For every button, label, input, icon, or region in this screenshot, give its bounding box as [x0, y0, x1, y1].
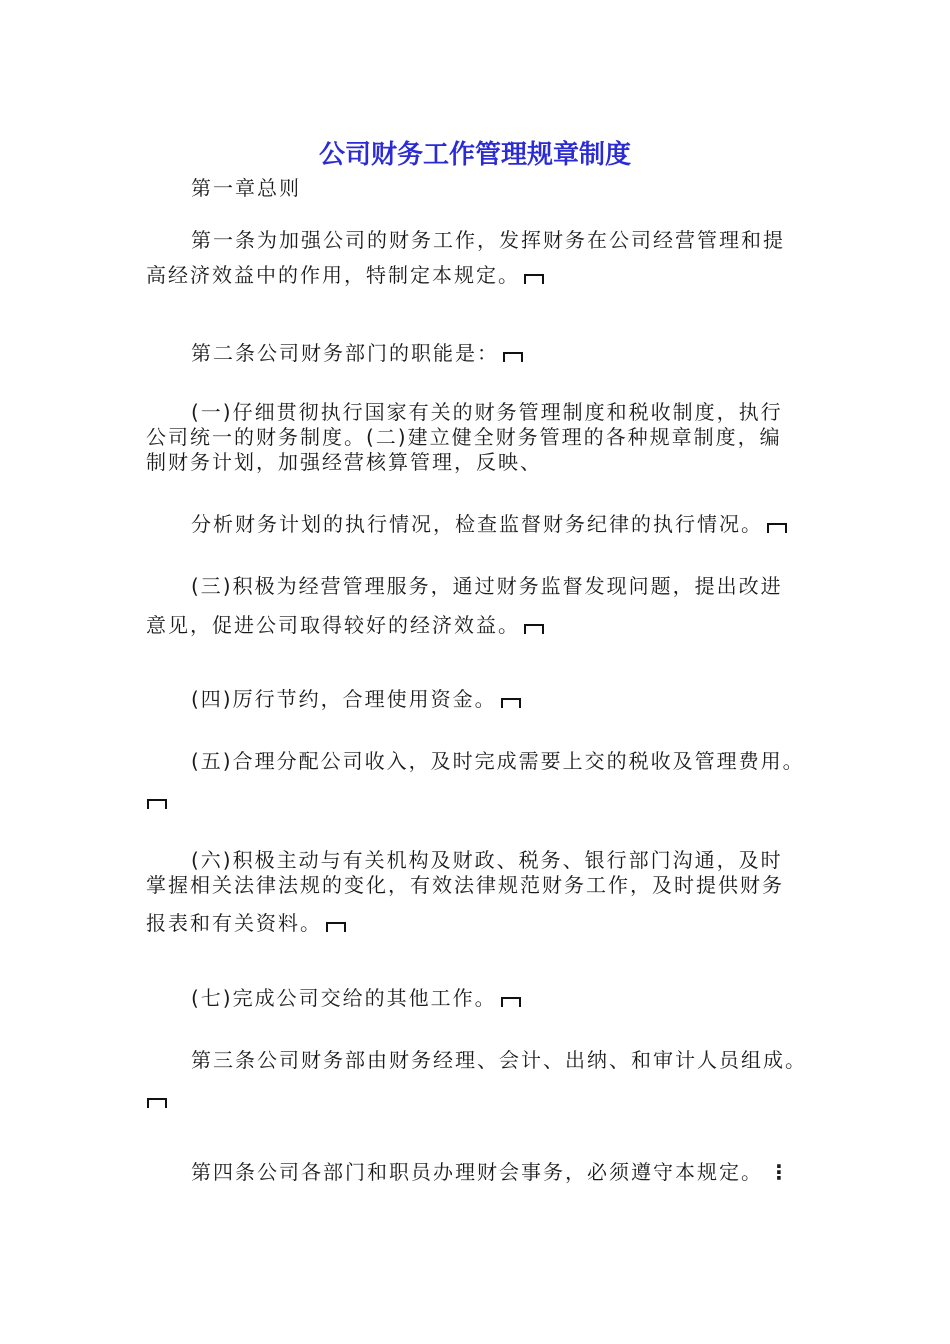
article-3: 第三条公司财务部由财务经理、会计、出纳、和审计人员组成。 — [191, 1048, 807, 1072]
article-4 — [191, 1159, 789, 1185]
item-4-text: (四)厉行节约，合理使用资金。 — [191, 687, 497, 711]
paragraph-mark-icon — [147, 799, 167, 809]
item-6-line-3 — [146, 910, 346, 936]
chapter-heading: 第一章总则 — [191, 176, 301, 200]
paragraph-mark-icon — [767, 523, 787, 533]
item-2-continued-text: 分析财务计划的执行情况，检查监督财务纪律的执行情况。 — [191, 512, 763, 536]
item-2-continued — [191, 511, 787, 537]
paragraph-mark-icon — [524, 274, 544, 284]
paragraph-mark-icon — [524, 624, 544, 634]
article-2 — [191, 340, 523, 366]
item-5: (五)合理分配公司收入，及时完成需要上交的税收及管理费用。 — [191, 749, 805, 773]
item-1-line-3: 制财务计划，加强经营核算管理，反映、 — [146, 450, 542, 474]
item-7 — [191, 985, 521, 1011]
more-content-icon: ⋮ — [769, 1160, 789, 1184]
item-3-line-2-text: 意见，促进公司取得较好的经济效益。 — [146, 613, 520, 637]
item-7-text: (七)完成公司交给的其他工作。 — [191, 986, 497, 1010]
item-4 — [191, 686, 521, 712]
item-1-line-1: (一)仔细贯彻执行国家有关的财务管理制度和税收制度，执行 — [191, 400, 783, 424]
article-4-text: 第四条公司各部门和职员办理财会事务，必须遵守本规定。 — [191, 1160, 763, 1184]
article-1-line-1: 第一条为加强公司的财务工作，发挥财务在公司经营管理和提 — [191, 228, 785, 252]
item-6-line-2: 掌握相关法律法规的变化，有效法律规范财务工作，及时提供财务 — [146, 873, 784, 897]
article-1-line-2-text: 高经济效益中的作用，特制定本规定。 — [146, 263, 520, 287]
item-3-line-2 — [146, 612, 544, 638]
item-6-line-3-text: 报表和有关资料。 — [146, 911, 322, 935]
item-3-line-1: (三)积极为经营管理服务，通过财务监督发现问题，提出改进 — [191, 574, 783, 598]
paragraph-mark-icon — [501, 698, 521, 708]
item-1-line-2: 公司统一的财务制度。(二)建立健全财务管理的各种规章制度，编 — [146, 425, 782, 449]
document-title: 公司财务工作管理规章制度 — [318, 140, 631, 170]
item-6-line-1: (六)积极主动与有关机构及财政、税务、银行部门沟通，及时 — [191, 848, 783, 872]
paragraph-mark-icon — [503, 352, 523, 362]
paragraph-mark-icon — [501, 997, 521, 1007]
paragraph-mark-icon — [147, 1098, 167, 1108]
article-1-line-2 — [146, 262, 544, 288]
paragraph-mark-icon — [326, 922, 346, 932]
article-2-text: 第二条公司财务部门的职能是： — [191, 341, 499, 365]
